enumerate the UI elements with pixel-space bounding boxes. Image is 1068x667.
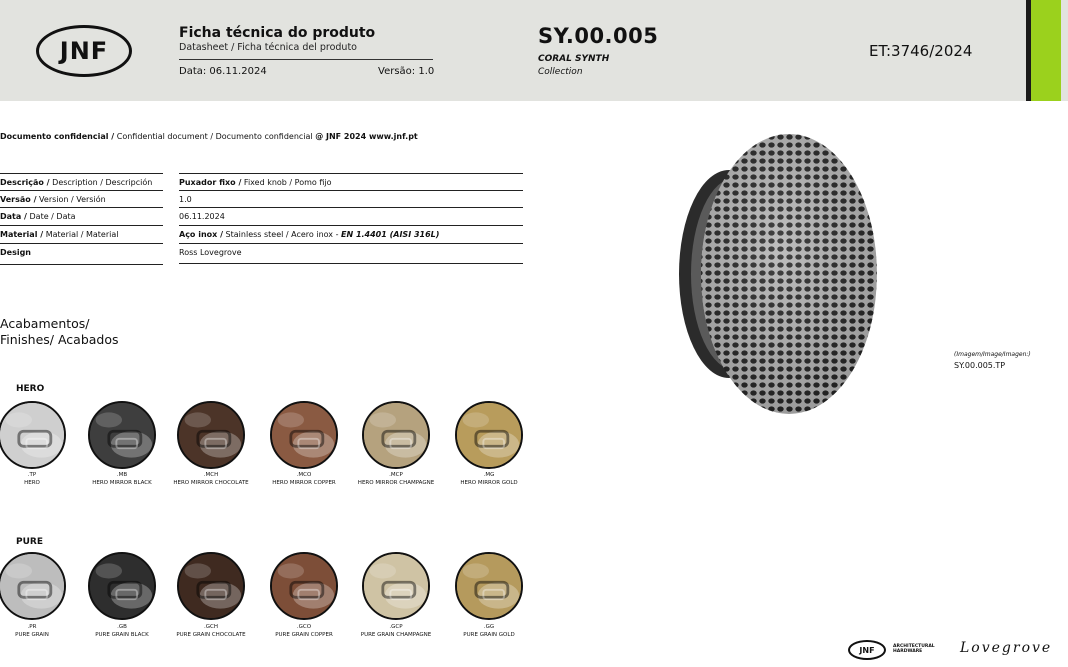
finish-code: .PR	[27, 624, 37, 630]
finishes-title-line2: Finishes/ Acabados	[0, 332, 119, 347]
accent-bar	[1026, 0, 1061, 101]
finish-name: HERO MIRROR COPPER	[272, 480, 336, 486]
image-code: SY.00.005.TP	[954, 361, 1006, 370]
spec-value-rest: Fixed knob / Pomo fijo	[241, 178, 332, 187]
finish-name: PURE GRAIN	[15, 632, 49, 638]
finish-code: .MG	[483, 472, 495, 478]
footer-arch-line2: HARDWARE	[893, 649, 923, 654]
spec-row	[0, 208, 523, 226]
designer-signature: Lovegrove	[960, 640, 1053, 656]
finish-swatch	[270, 401, 338, 469]
finish-name: HERO MIRROR GOLD	[460, 480, 518, 486]
spec-rule-left	[0, 264, 163, 265]
finish-group-label: PURE	[16, 537, 43, 547]
spec-value	[179, 248, 242, 257]
spec-label-rest: Description / Descripción	[49, 178, 153, 187]
finish-name: HERO MIRROR CHAMPAGNE	[357, 480, 435, 486]
finish-swatch	[88, 401, 156, 469]
finish-code: .GCO	[296, 624, 312, 630]
spec-rule-right	[179, 207, 523, 208]
spec-label	[0, 230, 118, 239]
spec-value	[179, 195, 192, 204]
product-image	[677, 133, 877, 415]
spec-value-rest: Stainless steel / Acero inox -	[223, 230, 341, 239]
spec-rule-right	[179, 173, 523, 174]
spec-value	[179, 212, 225, 221]
finish-name: HERO	[24, 480, 40, 486]
spec-rule-right	[179, 225, 523, 226]
header-date: Data: 06.11.2024	[179, 66, 267, 77]
footer-arch-line1: ARCHITECTURAL	[893, 644, 935, 649]
collection-label: Collection	[538, 67, 583, 77]
finish-swatch	[455, 401, 523, 469]
spec-label-rest: Version / Versión	[36, 195, 106, 204]
spec-label-rest: Material / Material	[43, 230, 119, 239]
spec-label-bold: Design	[0, 248, 31, 257]
finish-code: .MCH	[203, 472, 219, 478]
header-version: Versão: 1.0	[378, 66, 435, 77]
spec-rule-left	[0, 225, 163, 226]
spec-value-rest: 06.11.2024	[179, 212, 225, 221]
finish-group-label: HERO	[16, 384, 45, 394]
spec-label-bold: Versão /	[0, 195, 37, 204]
spec-rule-right	[179, 263, 523, 264]
spec-value	[179, 230, 439, 239]
spec-label-bold: Material /	[0, 230, 44, 239]
finish-code: .MCO	[296, 472, 312, 478]
finish-code: .GG	[483, 624, 495, 630]
spec-label	[0, 195, 106, 204]
datasheet-title: Ficha técnica do produto	[179, 25, 376, 41]
spec-rule-left	[0, 207, 163, 208]
spec-value-bold: Aço inox /	[179, 230, 224, 239]
datasheet-subtitle: Datasheet / Ficha técnica del produto	[179, 42, 357, 53]
footer-jnf-logo	[848, 640, 886, 660]
confidential-notice	[0, 132, 418, 141]
finish-swatch	[362, 401, 430, 469]
finish-swatch	[177, 401, 245, 469]
finish-name: PURE GRAIN GOLD	[463, 632, 515, 638]
confidential-text: Confidential document / Documento confidencial	[114, 132, 316, 141]
spec-label-bold: Data /	[0, 212, 27, 221]
finish-code: .MB	[116, 472, 128, 478]
finish-code: .TP	[27, 472, 37, 478]
finish-swatch	[455, 552, 523, 620]
collection-name: CORAL SYNTH	[538, 54, 610, 64]
spec-label-rest: Date / Data	[26, 212, 76, 221]
finish-swatch	[0, 401, 66, 469]
spec-value	[179, 178, 331, 187]
spec-value-bold: Puxador fixo /	[179, 178, 242, 187]
finishes-title-line1: Acabamentos/	[0, 316, 90, 331]
spec-label	[0, 212, 76, 221]
footer-logo-text: JNF	[859, 645, 875, 655]
spec-rule-right	[179, 190, 523, 191]
finish-swatch	[0, 552, 66, 620]
spec-label	[0, 178, 152, 187]
finishes-title	[0, 316, 119, 348]
finish-code: .GCH	[204, 624, 218, 630]
finish-swatch	[270, 552, 338, 620]
finish-code: .MCP	[389, 472, 403, 478]
spec-value-rest: 1.0	[179, 195, 192, 204]
finish-name: PURE GRAIN BLACK	[95, 632, 149, 638]
finish-swatch	[362, 552, 430, 620]
finish-code: .GB	[117, 624, 127, 630]
spec-label	[0, 248, 31, 257]
image-label: (Imagem/Image/Imagen:)	[954, 351, 1031, 358]
et-code: ET:3746/2024	[869, 42, 973, 60]
spec-rule-right	[179, 243, 523, 244]
spec-label-bold: Descrição /	[0, 178, 50, 187]
product-code: SY.00.005	[538, 24, 659, 48]
spec-value-rest: Ross Lovegrove	[179, 248, 242, 257]
spec-row	[0, 226, 523, 244]
finish-swatch	[88, 552, 156, 620]
finish-name: PURE GRAIN COPPER	[275, 632, 333, 638]
confidential-bold: Documento confidencial /	[0, 132, 115, 141]
spec-rule-left	[0, 243, 163, 244]
finish-name: PURE GRAIN CHAMPAGNE	[360, 632, 432, 638]
finish-name: HERO MIRROR CHOCOLATE	[173, 480, 249, 486]
spec-rule-left	[0, 190, 163, 191]
finish-name: HERO MIRROR BLACK	[92, 480, 152, 486]
finish-code: .GCP	[389, 624, 403, 630]
header-divider	[179, 59, 433, 60]
confidential-copyright: @ JNF 2024 www.jnf.pt	[315, 132, 418, 141]
spec-rule-left	[0, 173, 163, 174]
jnf-logo	[36, 25, 132, 77]
footer-arch-hardware	[893, 644, 935, 654]
spec-value-italic: EN 1.4401 (AISI 316L)	[341, 230, 440, 239]
spec-row	[0, 244, 523, 262]
logo-text: JNF	[59, 37, 109, 65]
finish-swatch	[177, 552, 245, 620]
finish-name: PURE GRAIN CHOCOLATE	[176, 632, 246, 638]
